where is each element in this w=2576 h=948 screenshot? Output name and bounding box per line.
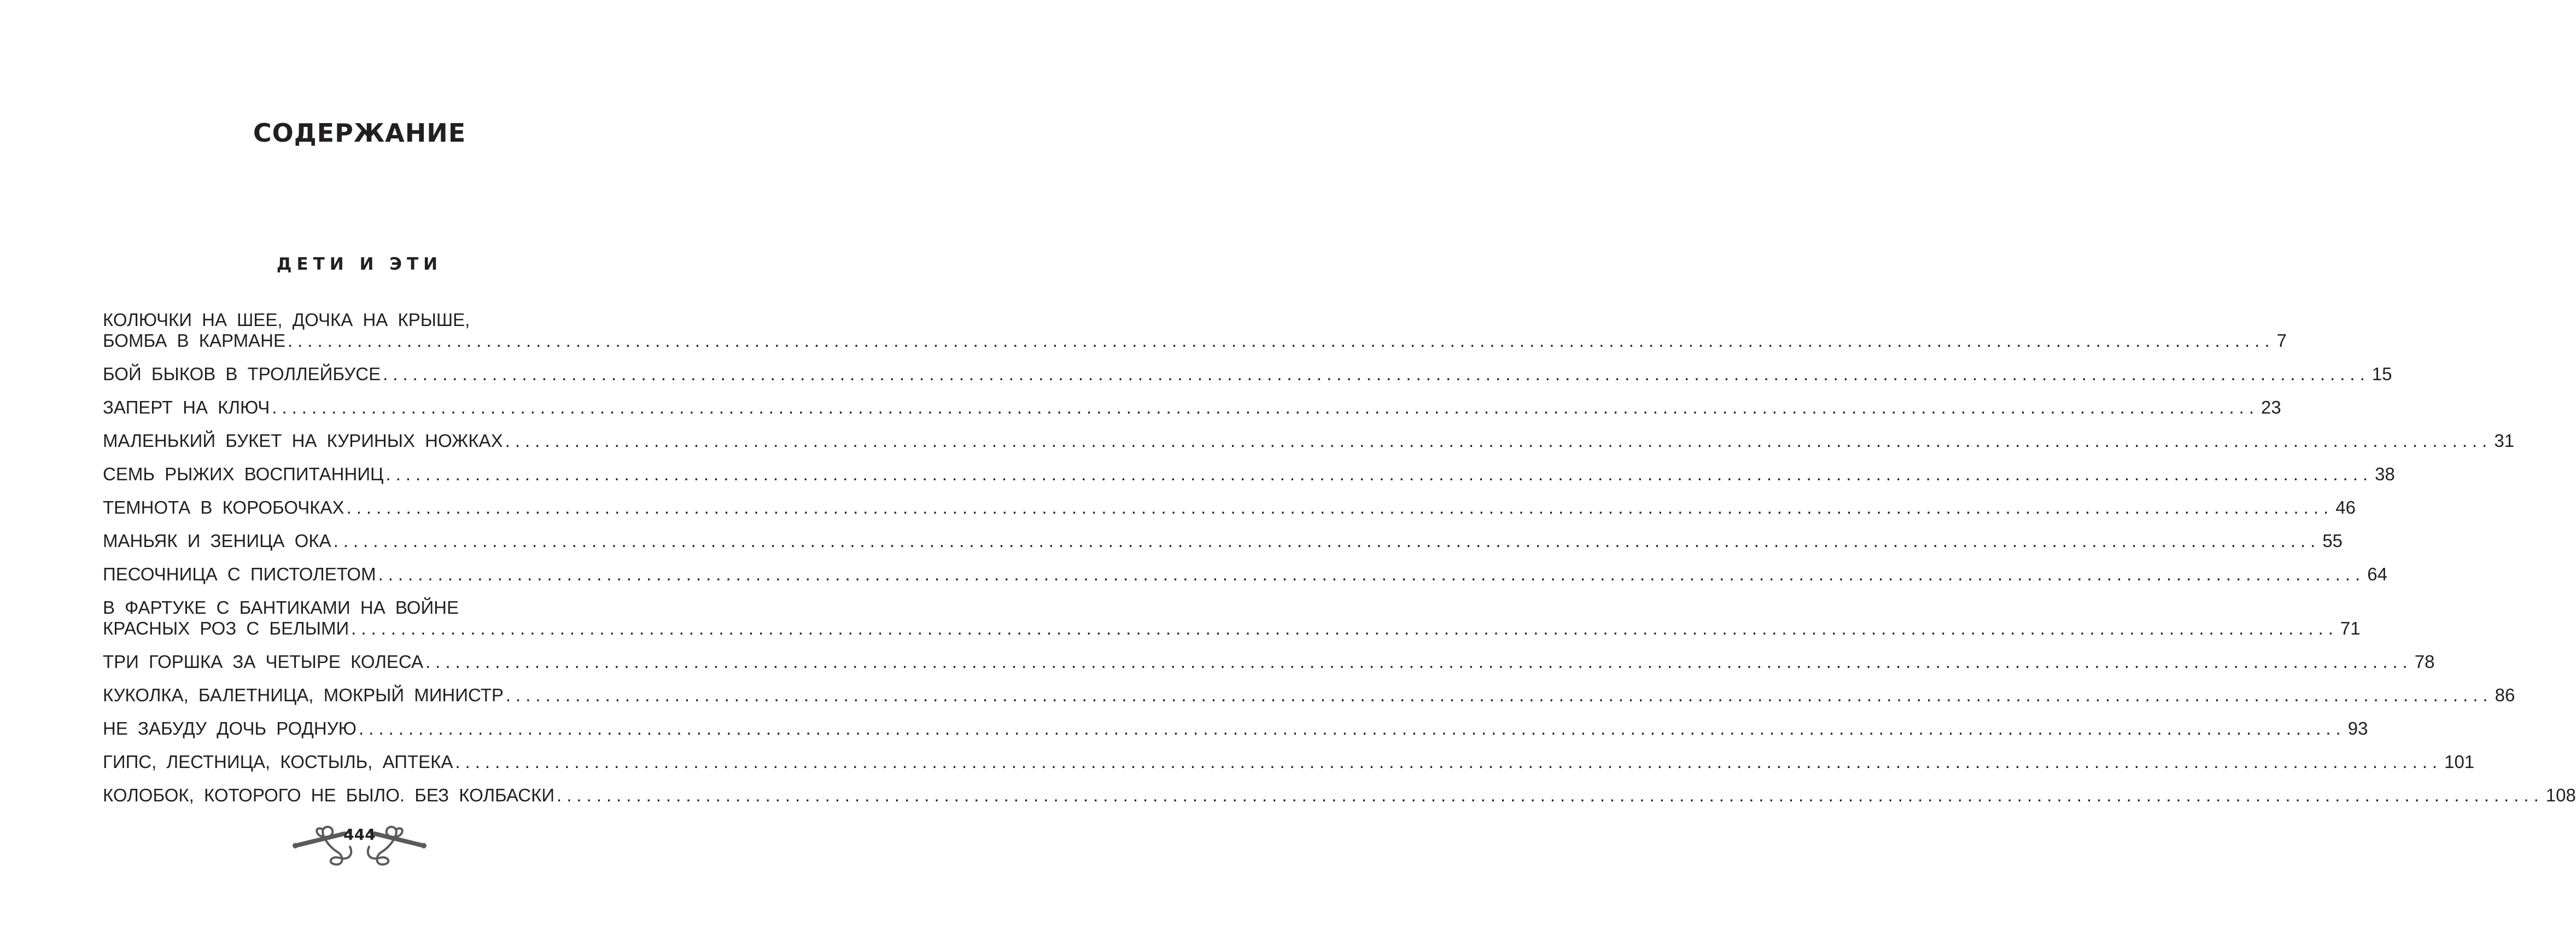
toc-page-number: 31	[2494, 431, 2515, 451]
toc-entry-title: ПЕСОЧНИЦА С ПИСТОЛЕТОМ	[103, 564, 376, 584]
toc-entry-line	[103, 564, 2387, 585]
toc-entry-line	[103, 310, 639, 330]
toc-entry-line	[103, 531, 2343, 551]
toc-entry	[103, 652, 2435, 672]
toc-entry	[103, 564, 2387, 585]
toc-entry-title: БОМБА В КАРМАНЕ	[103, 330, 285, 351]
dot-leader: ........................................................................................................................................................................................................	[359, 718, 2346, 738]
toc-entry-title: В ФАРТУКЕ С БАНТИКАМИ НА ВОЙНЕ	[103, 597, 459, 618]
toc-page-number: 86	[2495, 685, 2515, 705]
dot-leader: ........................................................................................................................................................................................................	[425, 652, 2413, 672]
dot-leader: ........................................................................................................................................................................................................	[287, 330, 2275, 351]
dot-leader: ........................................................................................................................................................................................................	[346, 497, 2334, 517]
toc-page-number: 38	[2375, 464, 2395, 484]
toc-entry	[103, 597, 2361, 639]
toc-page-number: 15	[2371, 364, 2392, 384]
toc-page-number: 101	[2444, 752, 2475, 772]
toc-entry-line	[103, 364, 2392, 385]
toc-entry	[103, 785, 2576, 806]
dot-leader: ........................................................................................................................................................................................................	[505, 685, 2493, 705]
toc-entry-title: ЗАПЕРТ НА КЛЮЧ	[103, 397, 270, 417]
toc-page-number: 46	[2335, 497, 2356, 517]
dot-leader: ........................................................................................................................................................................................................	[378, 564, 2365, 584]
toc-entry-line	[103, 652, 2435, 672]
toc-entry-line	[103, 497, 2356, 518]
page-number: 444	[343, 825, 376, 844]
toc-entry-title: КОЛЮЧКИ НА ШЕЕ, ДОЧКА НА КРЫШЕ,	[103, 310, 470, 330]
toc-entry-title: ГИПС, ЛЕСТНИЦА, КОСТЫЛЬ, АПТЕКА	[103, 752, 453, 772]
toc-entry	[103, 531, 2343, 551]
toc-entry-line	[103, 330, 2287, 351]
section-title: ДЕТИ И ЭТИ	[276, 254, 443, 274]
toc-entry	[103, 364, 2392, 385]
dot-leader: ........................................................................................................................................................................................................	[455, 752, 2443, 772]
toc-entry	[103, 397, 2281, 418]
dot-leader: ........................................................................................................................................................................................................	[333, 531, 2321, 551]
toc-entry-line	[103, 618, 2361, 639]
toc-page-number: 55	[2322, 531, 2343, 551]
toc-page-number: 71	[2340, 618, 2361, 638]
toc-entry-title: КРАСНЫХ РОЗ С БЕЛЫМИ	[103, 618, 349, 638]
toc-entry-title: МАЛЕНЬКИЙ БУКЕТ НА КУРИНЫХ НОЖКАХ	[103, 431, 503, 451]
toc-entry-title: ТРИ ГОРШКА ЗА ЧЕТЫРЕ КОЛЕСА	[103, 652, 424, 672]
toc-entry	[103, 310, 2287, 351]
toc-entry-title: МАНЬЯК И ЗЕНИЦА ОКА	[103, 531, 331, 551]
page-title: СОДЕРЖАНИЕ	[253, 118, 466, 148]
toc-entry-line	[103, 785, 2576, 806]
dot-leader: ........................................................................................................................................................................................................	[385, 464, 2373, 484]
dot-leader: ........................................................................................................................................................................................................	[505, 431, 2492, 451]
toc-entry	[103, 752, 2475, 772]
toc-entry-title: НЕ ЗАБУДУ ДОЧЬ РОДНУЮ	[103, 718, 357, 738]
toc-entry-line	[103, 752, 2475, 772]
toc-entry-line	[103, 464, 2395, 485]
toc-page-number: 93	[2347, 718, 2368, 738]
toc-entry-title: СЕМЬ РЫЖИХ ВОСПИТАННИЦ	[103, 464, 384, 484]
dot-leader: ........................................................................................................................................................................................................	[383, 364, 2370, 384]
toc-entry-title: БОЙ БЫКОВ В ТРОЛЛЕЙБУСЕ	[103, 364, 381, 384]
toc-entry-line	[103, 597, 639, 618]
toc-page-number: 23	[2261, 397, 2281, 417]
toc-entry-line	[103, 718, 2368, 739]
toc-entry-line	[103, 397, 2281, 418]
toc-entry-title: КОЛОБОК, КОТОРОГО НЕ БЫЛО. БЕЗ КОЛБАСКИ	[103, 785, 555, 805]
dot-leader: ........................................................................................................................................................................................................	[351, 618, 2338, 638]
toc-entry	[103, 497, 2356, 518]
toc-page-number: 7	[2276, 330, 2287, 351]
toc-entry-line	[103, 685, 2515, 706]
toc-entry	[103, 718, 2368, 739]
table-of-contents	[103, 310, 2576, 818]
toc-entry-title: КУКОЛКА, БАЛЕТНИЦА, МОКРЫЙ МИНИСТР	[103, 685, 504, 705]
dot-leader: ........................................................................................................................................................................................................	[557, 785, 2544, 805]
toc-page-number: 108	[2545, 785, 2576, 805]
toc-entry	[103, 464, 2395, 485]
toc-entry-line	[103, 431, 2515, 451]
dot-leader: ........................................................................................................................................................................................................	[272, 397, 2259, 417]
toc-page-number: 64	[2367, 564, 2387, 584]
toc-entry-title: ТЕМНОТА В КОРОБОЧКАХ	[103, 497, 344, 517]
toc-entry	[103, 685, 2515, 706]
toc-entry	[103, 431, 2515, 451]
toc-page-number: 78	[2414, 652, 2435, 672]
